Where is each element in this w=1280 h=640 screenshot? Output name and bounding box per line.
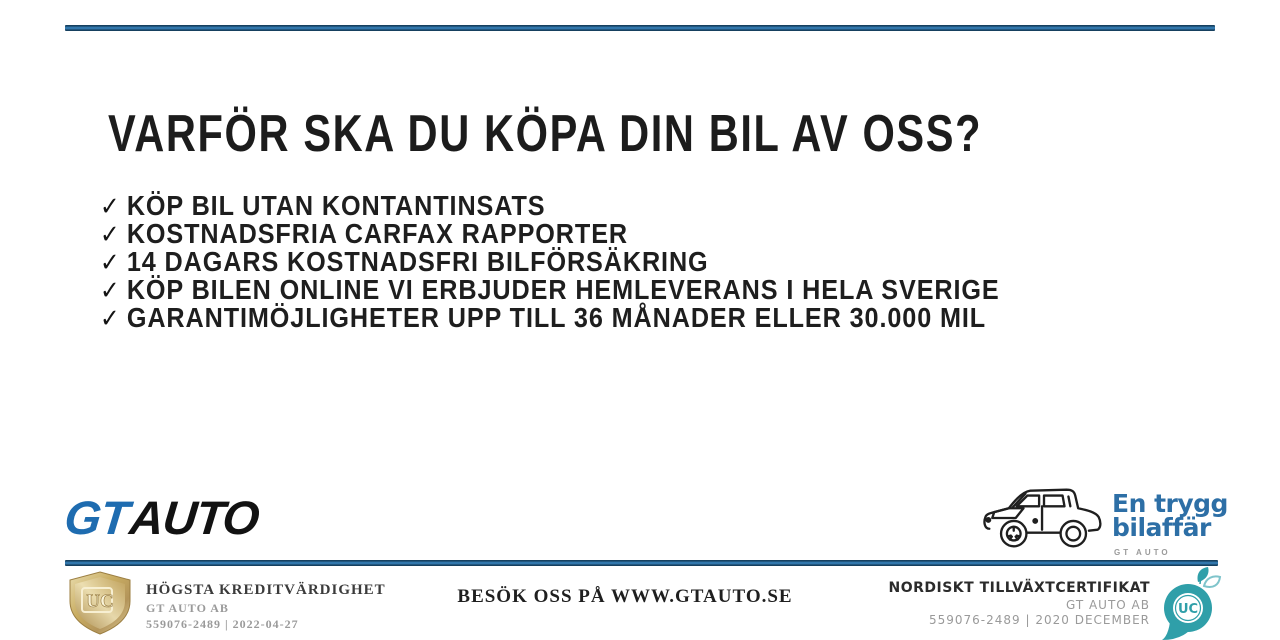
checklist-item-label: KÖP BILEN ONLINE VI ERBJUDER HEMLEVERANS I HELA SVERIGE [126, 274, 1000, 305]
checklist-item [100, 220, 1000, 248]
uc-shield-letters: UC [86, 591, 114, 612]
checklist-item [100, 276, 1000, 304]
top-divider-line [65, 25, 1215, 31]
checklist-item [100, 248, 1000, 276]
bottom-divider-line [65, 560, 1218, 566]
website-callout: BESÖK OSS PÅ WWW.GTAUTO.SE [457, 586, 793, 607]
check-icon: ✓ [100, 247, 121, 277]
gt-auto-logo-auto: AUTO [127, 491, 262, 544]
en-trygg-line1: En trygg [1112, 489, 1228, 518]
checklist-item-label: 14 DAGARS KOSTNADSFRI BILFÖRSÄKRING [126, 246, 709, 277]
en-trygg-line2: bilaffär [1112, 513, 1211, 542]
checklist-item [100, 192, 1000, 220]
checklist-item-label: GARANTIMÖJLIGHETER UPP TILL 36 MÅNADER ELLER 30.000 MIL [126, 302, 987, 333]
car-icon [980, 477, 1108, 559]
check-icon: ✓ [100, 219, 121, 249]
check-icon: ✓ [100, 303, 121, 333]
growth-certificate-text [820, 580, 1150, 627]
gt-auto-logo-gt: GT [62, 491, 131, 544]
growth-certificate-details: 559076-2489 | 2020 DECEMBER [929, 613, 1150, 627]
checklist-item [100, 304, 1000, 332]
benefits-checklist [100, 192, 1100, 332]
credit-rating-badge-text [146, 582, 386, 632]
checklist-item-label: KÖP BIL UTAN KONTANTINSATS [126, 190, 546, 221]
en-trygg-bilaffar-label [1112, 489, 1228, 542]
page-title: VARFÖR SKA DU KÖPA DIN BIL AV OSS? [108, 105, 983, 163]
en-trygg-subtext: GT AUTO [1114, 548, 1171, 557]
gt-auto-logo [62, 490, 261, 545]
uc-growth-letters: UC [1177, 602, 1199, 617]
credit-rating-title: HÖGSTA KREDITVÄRDIGHET [146, 582, 386, 598]
check-icon: ✓ [100, 191, 121, 221]
checklist-item-label: KOSTNADSFRIA CARFAX RAPPORTER [126, 218, 629, 249]
uc-growth-badge-icon [1156, 566, 1226, 640]
check-icon: ✓ [100, 275, 121, 305]
growth-certificate-title: NORDISKT TILLVÄXTCERTIFIKAT [888, 580, 1150, 596]
credit-rating-company: GT AUTO AB [146, 601, 229, 615]
credit-rating-details: 559076-2489 | 2022-04-27 [146, 617, 299, 631]
growth-certificate-company: GT AUTO AB [1065, 598, 1150, 612]
uc-credit-shield-icon [66, 571, 134, 635]
